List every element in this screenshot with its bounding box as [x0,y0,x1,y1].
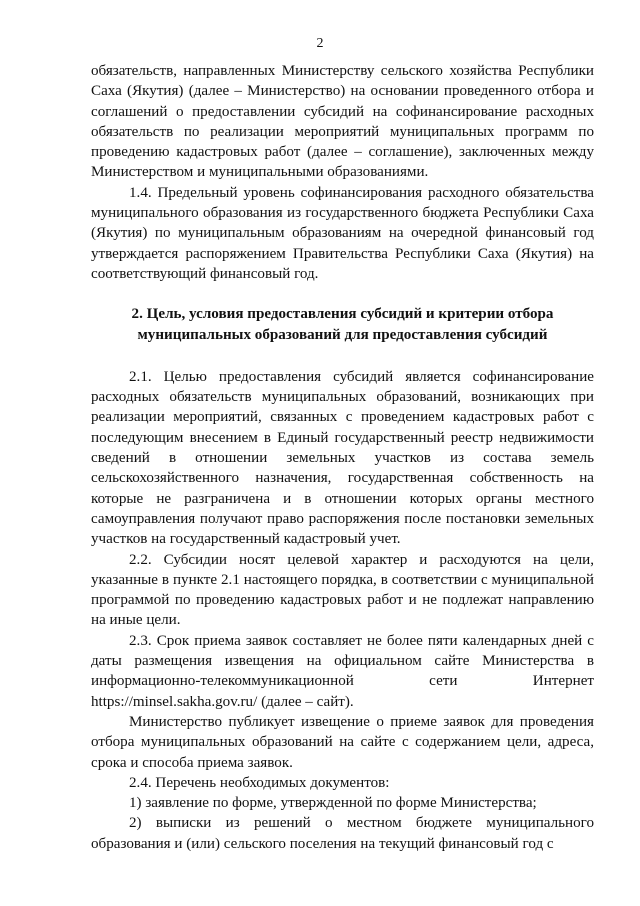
paragraph-2-3: 2.3. Срок приема заявок составляет не более пяти календарных дней с даты размещения извещения на официальном сайте Министерства в информационно-телекоммуникационной сети Интернет https://minsel.sakha.gov.ru/ (далее – сайт). [91,632,594,710]
section-heading-2: 2. Цель, условия предоставления субсидий и критерии отбора муниципальных образований для предоставления субсидий [131,306,554,343]
paragraph-1-4: 1.4. Предельный уровень софинансирования расходного обязательства муниципального образования из государственного бюджета Республики Саха (Якутия) по муниципальным образованиям на очередной финансовый год утверждается распоряжением Правительства Республики Саха (Якутия) на соответствующий финансовый год. [91,184,594,282]
paragraph-ministry-notice: Министерство публикует извещение о приеме заявок для проведения отбора муниципальных образований на сайте с содержанием цели, адреса, срока и способа приема заявок. [91,713,594,771]
paragraph-continuation: обязательств, направленных Министерству сельского хозяйства Республики Саха (Якутия) (далее – Министерство) на основании проведенного отбора и соглашений о предоставлении субсидий на софинансирование расходных обязательств по реализации мероприятий муниципальных программ по проведению кадастровых работ (далее – соглашение), заключенных между Министерством и муниципальными образованиями. [91,63,594,181]
document-body [91,61,594,854]
paragraph-2-1: 2.1. Целью предоставления субсидий является софинансирование расходных обязательств муниципальных образований, возникающих при реализации мероприятий, связанных с проведением кадастровых работ с последующим внесением в Единый государственный реестр недвижимости сведений в отношении земельных участков из состава земель сельскохозяйственного назначения, государственная собственность на которые не разграничена и в отношении которых органы местного самоуправления получают право распоряжения после постановки земельных участков на государственный кадастровый учет. [91,368,594,548]
list-item-1: 1) заявление по форме, утвержденной по форме Министерства; [129,795,537,812]
page-number: 2 [316,36,324,51]
paragraph-2-4: 2.4. Перечень необходимых документов: [129,774,390,791]
paragraph-2-2: 2.2. Субсидии носят целевой характер и расходуются на цели, указанные в пункте 2.1 настоящего порядка, в соответствии с муниципальной программой по проведению кадастровых работ и не подлежат направлению на иные цели. [91,551,594,629]
list-item-2: 2) выписки из решений о местном бюджете муниципального образования и (или) сельского поселения на текущий финансовый год с [91,815,594,852]
